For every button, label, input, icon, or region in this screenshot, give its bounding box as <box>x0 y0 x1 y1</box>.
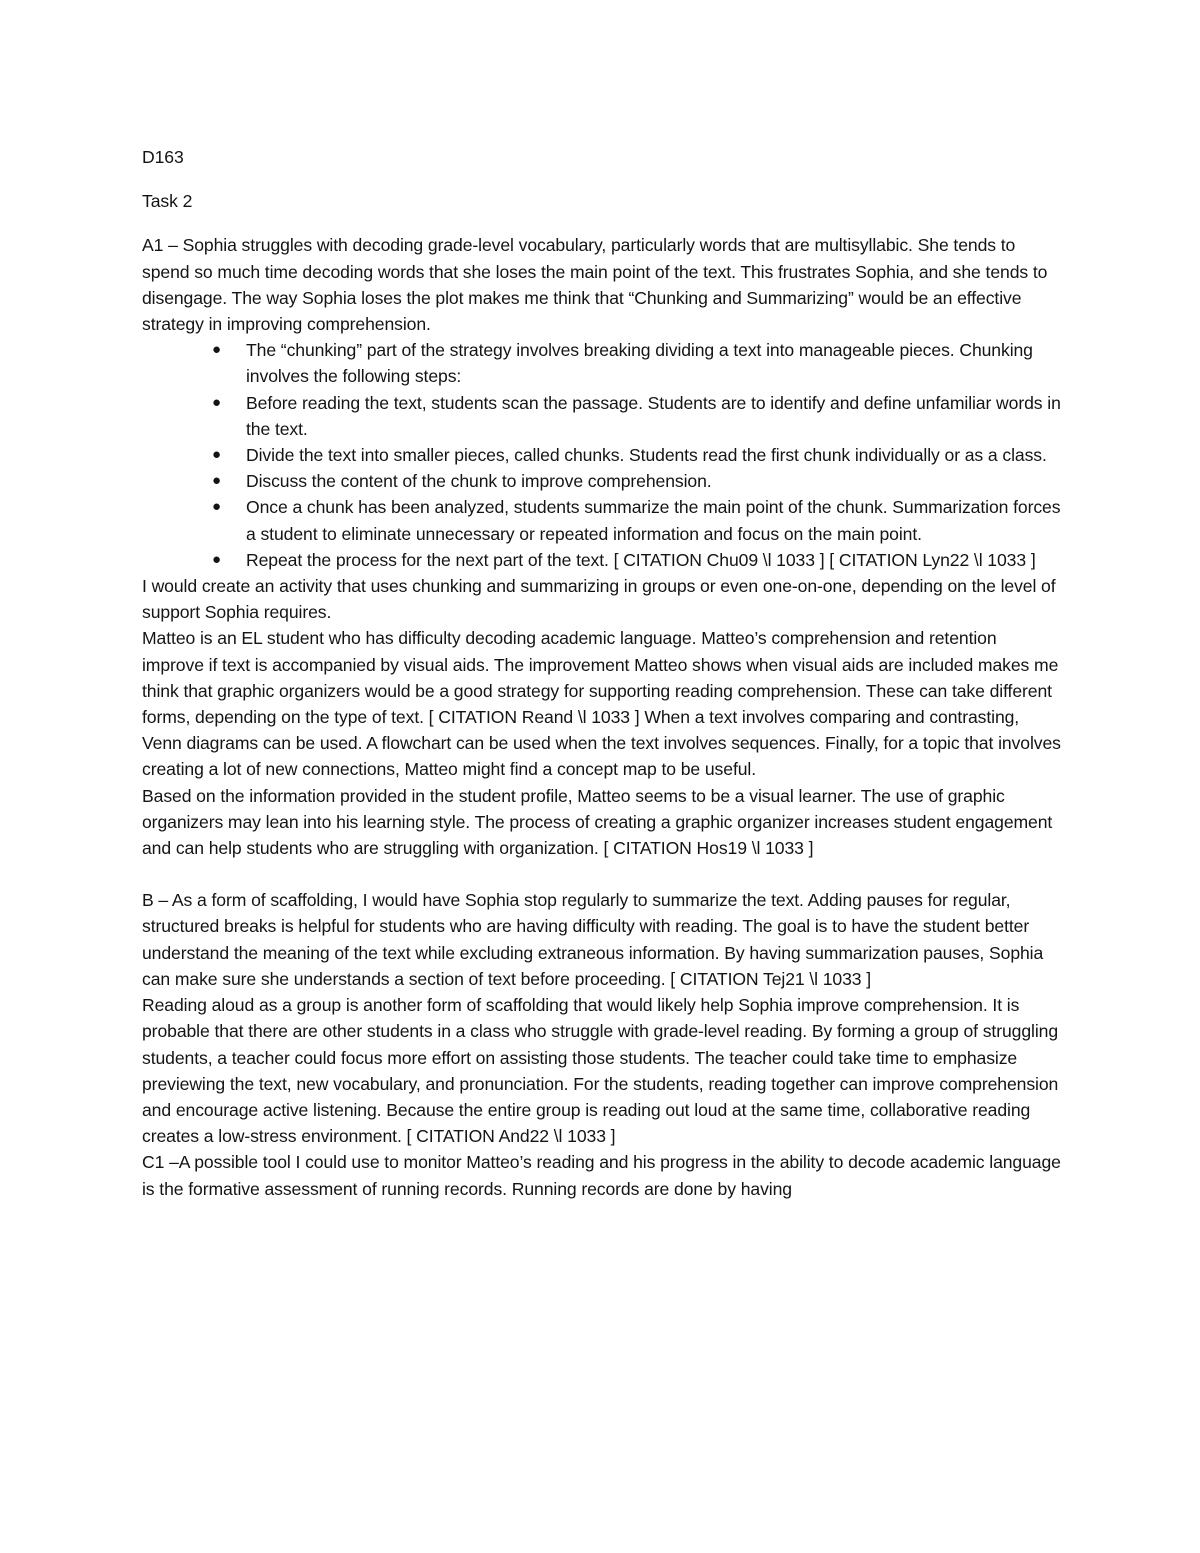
document-body <box>142 144 1062 1202</box>
bullet-icon: ● <box>212 498 221 516</box>
list-item: ● The “chunking” part of the strategy involves breaking dividing a text into manageable pieces. Chunking involves the following steps: <box>142 337 1062 389</box>
list-item: ● Once a chunk has been analyzed, students summarize the main point of the chunk. Summarization forces a student to eliminate unnecessary or repeated information and focus on the main point. <box>142 494 1062 546</box>
list-item: ● Before reading the text, students scan the passage. Students are to identify and define unfamiliar words in the text. <box>142 390 1062 442</box>
bullet-icon: ● <box>212 446 221 464</box>
a1-intro-paragraph: A1 – Sophia struggles with decoding grade-level vocabulary, particularly words that are multisyllabic. She tends to spend so much time decoding words that she loses the main point of the text. This frustrates Sophia, and she tends to disengage. The way Sophia loses the plot makes me think that “Chunking and Summarizing” would be an effective strategy in improving comprehension. <box>142 235 1048 335</box>
course-code: D163 <box>142 147 184 167</box>
task-title: Task 2 <box>142 191 193 212</box>
a1-profile-paragraph: Based on the information provided in the student profile, Matteo seems to be a visual learner. The use of graphic organizers may lean into his learning style. The process of creating a graphic organizer increases student engagement and can help students who are struggling with organization. [ CITATION Hos19 \l 1033 ] <box>142 785 1053 859</box>
bullet-icon: ● <box>212 393 221 411</box>
a1-matteo-paragraph: Matteo is an EL student who has difficulty decoding academic language. Matteo’s comprehension and retention improve if text is accompanied by visual aids. The improvement Matteo shows when visual aids are included makes me think that graphic organizers would be a good strategy for supporting reading comprehension. These can take different forms, depending on the type of text. [ CITATION Reand \l 1033 ] When a text involves comparing and contrasting, Venn diagrams can be used. A flowchart can be used when the text involves sequences. Finally, for a topic that involves creating a lot of new connections, Matteo might find a concept map to be useful. <box>142 628 1061 780</box>
bullet-icon: ● <box>212 550 221 568</box>
list-item: ● Divide the text into smaller pieces, called chunks. Students read the first chunk individually or as a class. <box>142 442 1062 468</box>
bullet-icon: ● <box>212 341 221 359</box>
c1-intro-paragraph: C1 –A possible tool I could use to monitor Matteo’s reading and his progress in the ability to decode academic language is the formative assessment of running records. Running records are done by having <box>142 1152 1061 1199</box>
a1-activity-paragraph: I would create an activity that uses chunking and summarizing in groups or even one-on-one, depending on the level of support Sophia requires. <box>142 576 1056 623</box>
b-reading-aloud-paragraph: Reading aloud as a group is another form of scaffolding that would likely help Sophia improve comprehension. It is probable that there are other students in a class who struggle with grade-level reading. By forming a group of struggling students, a teacher could focus more effort on assisting those students. The teacher could take time to emphasize previewing the text, new vocabulary, and pronunciation. For the students, reading together can improve comprehension and encourage active listening. Because the entire group is reading out loud at the same time, collaborative reading creates a low-stress environment. [ CITATION And22 \l 1033 ] <box>142 995 1059 1147</box>
chunking-steps-list <box>142 337 1062 573</box>
bullet-icon: ● <box>212 472 221 490</box>
b-summary-paragraph: B – As a form of scaffolding, I would have Sophia stop regularly to summarize the text. Adding pauses for regular, structured breaks is helpful for students who are having difficulty with reading. The goal is to have the student better understand the meaning of the text while excluding extraneous information. By having summarization pauses, Sophia can make sure she understands a section of text before proceeding. [ CITATION Tej21 \l 1033 ] <box>142 890 1044 989</box>
list-item: ● Discuss the content of the chunk to improve comprehension. <box>142 468 1062 494</box>
list-item: ● Repeat the process for the next part of the text. [ CITATION Chu09 \l 1033 ] [ CITATION Lyn22 \l 1033 ] <box>142 547 1062 573</box>
